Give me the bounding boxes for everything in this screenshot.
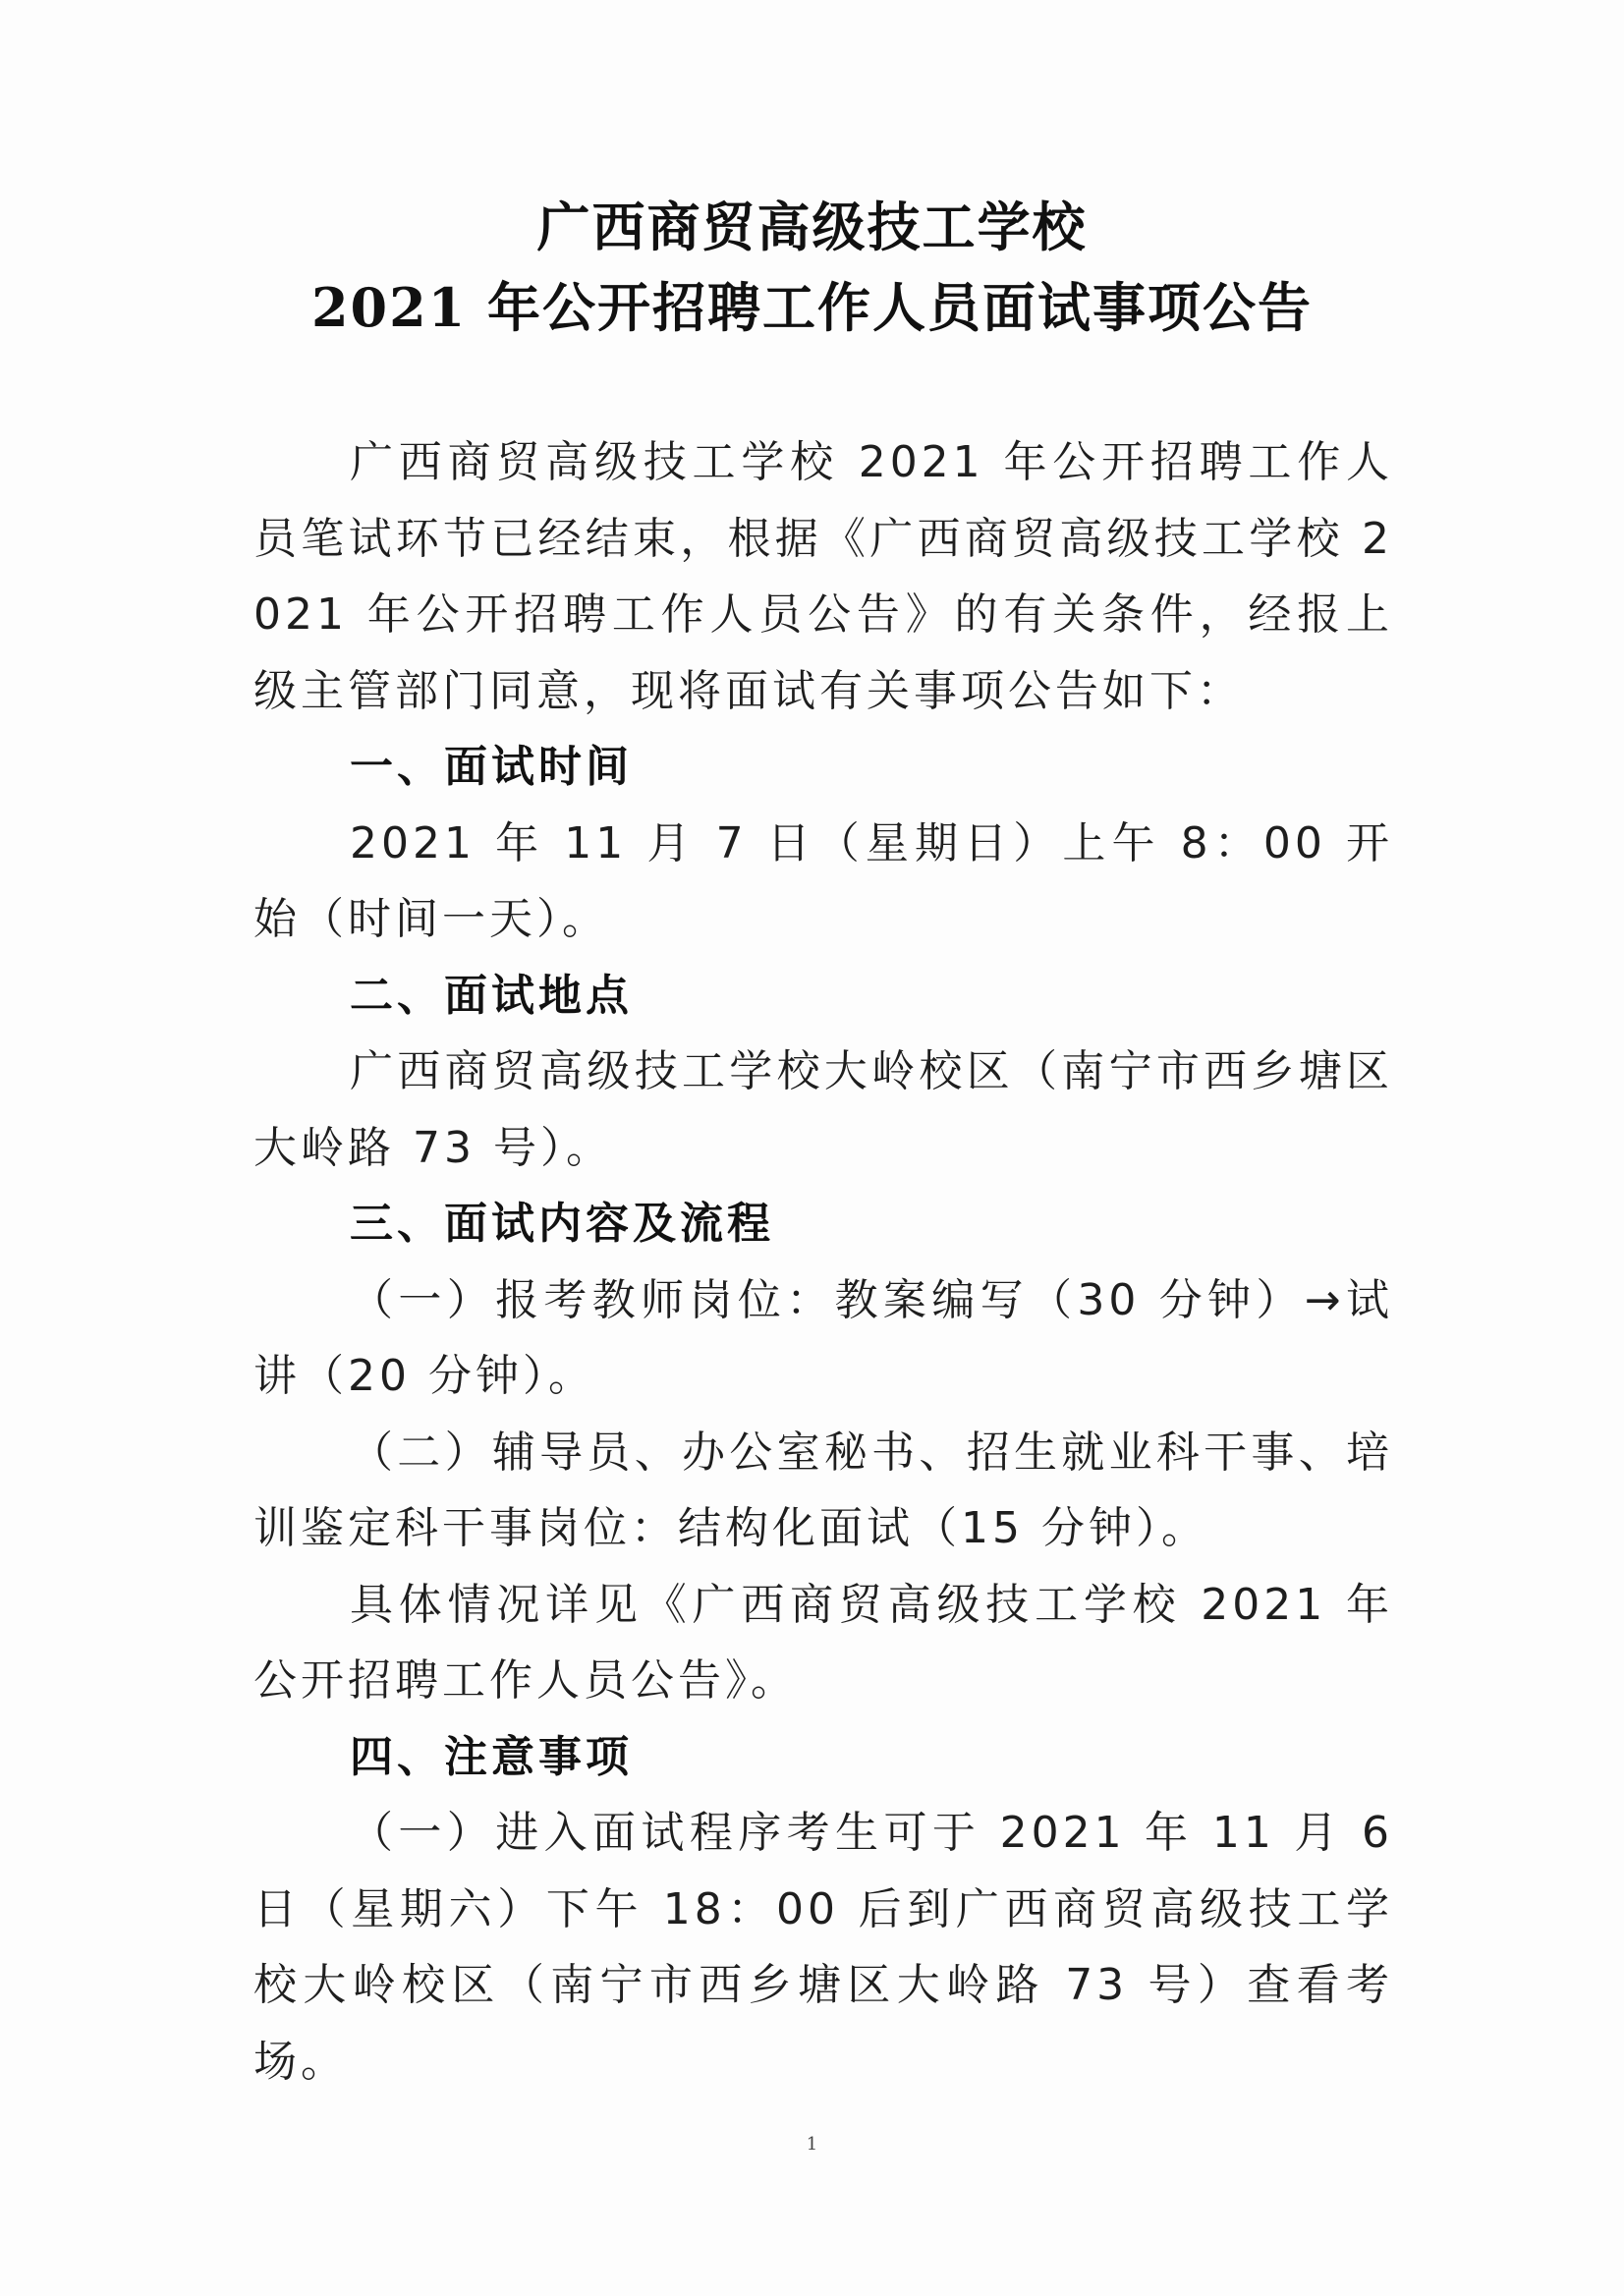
title-line-announcement: 2021 年公开招聘工作人员面试事项公告 bbox=[310, 276, 1314, 339]
intro-paragraph: 广西商贸高级技工学校 2021 年公开招聘工作人员笔试环节已经结束，根据《广西商贸高级技工学校 2021 年公开招聘工作人员公告》的有关条件，经报上级主管部门同意，现将面试有关事项公告如下： bbox=[253, 437, 1393, 716]
page-number: 1 bbox=[806, 2134, 818, 2155]
document-body bbox=[253, 424, 1393, 2100]
title-line-school: 广西商贸高级技工学校 bbox=[536, 196, 1088, 258]
content-note: 具体情况详见《广西商贸高级技工学校 2021 年公开招聘工作人员公告》。 bbox=[253, 1579, 1393, 1706]
content-item-staff: （二）辅导员、办公室秘书、招生就业科干事、培训鉴定科干事岗位：结构化面试（15 分钟）。 bbox=[253, 1427, 1393, 1553]
section-heading-location: 二、面试地点 bbox=[350, 970, 633, 1021]
section-heading-content: 三、面试内容及流程 bbox=[350, 1199, 774, 1249]
section-heading-time: 一、面试时间 bbox=[350, 742, 633, 792]
document-title bbox=[0, 187, 1624, 348]
content-item-teacher: （一）报考教师岗位：教案编写（30 分钟）→试讲（20 分钟）。 bbox=[253, 1274, 1393, 1401]
section-text-location: 广西商贸高级技工学校大岭校区（南宁市西乡塘区大岭路 73 号）。 bbox=[253, 1046, 1393, 1173]
section-text-time: 2021 年 11 月 7 日（星期日）上午 8：00 开始（时间一天）。 bbox=[253, 817, 1393, 944]
notes-item-venue: （一）进入面试程序考生可于 2021 年 11 月 6 日（星期六）下午 18：00 后到广西商贸高级技工学校大岭校区（南宁市西乡塘区大岭路 73 号）查看考场。 bbox=[253, 1808, 1393, 2087]
section-heading-notes: 四、注意事项 bbox=[350, 1731, 633, 1782]
